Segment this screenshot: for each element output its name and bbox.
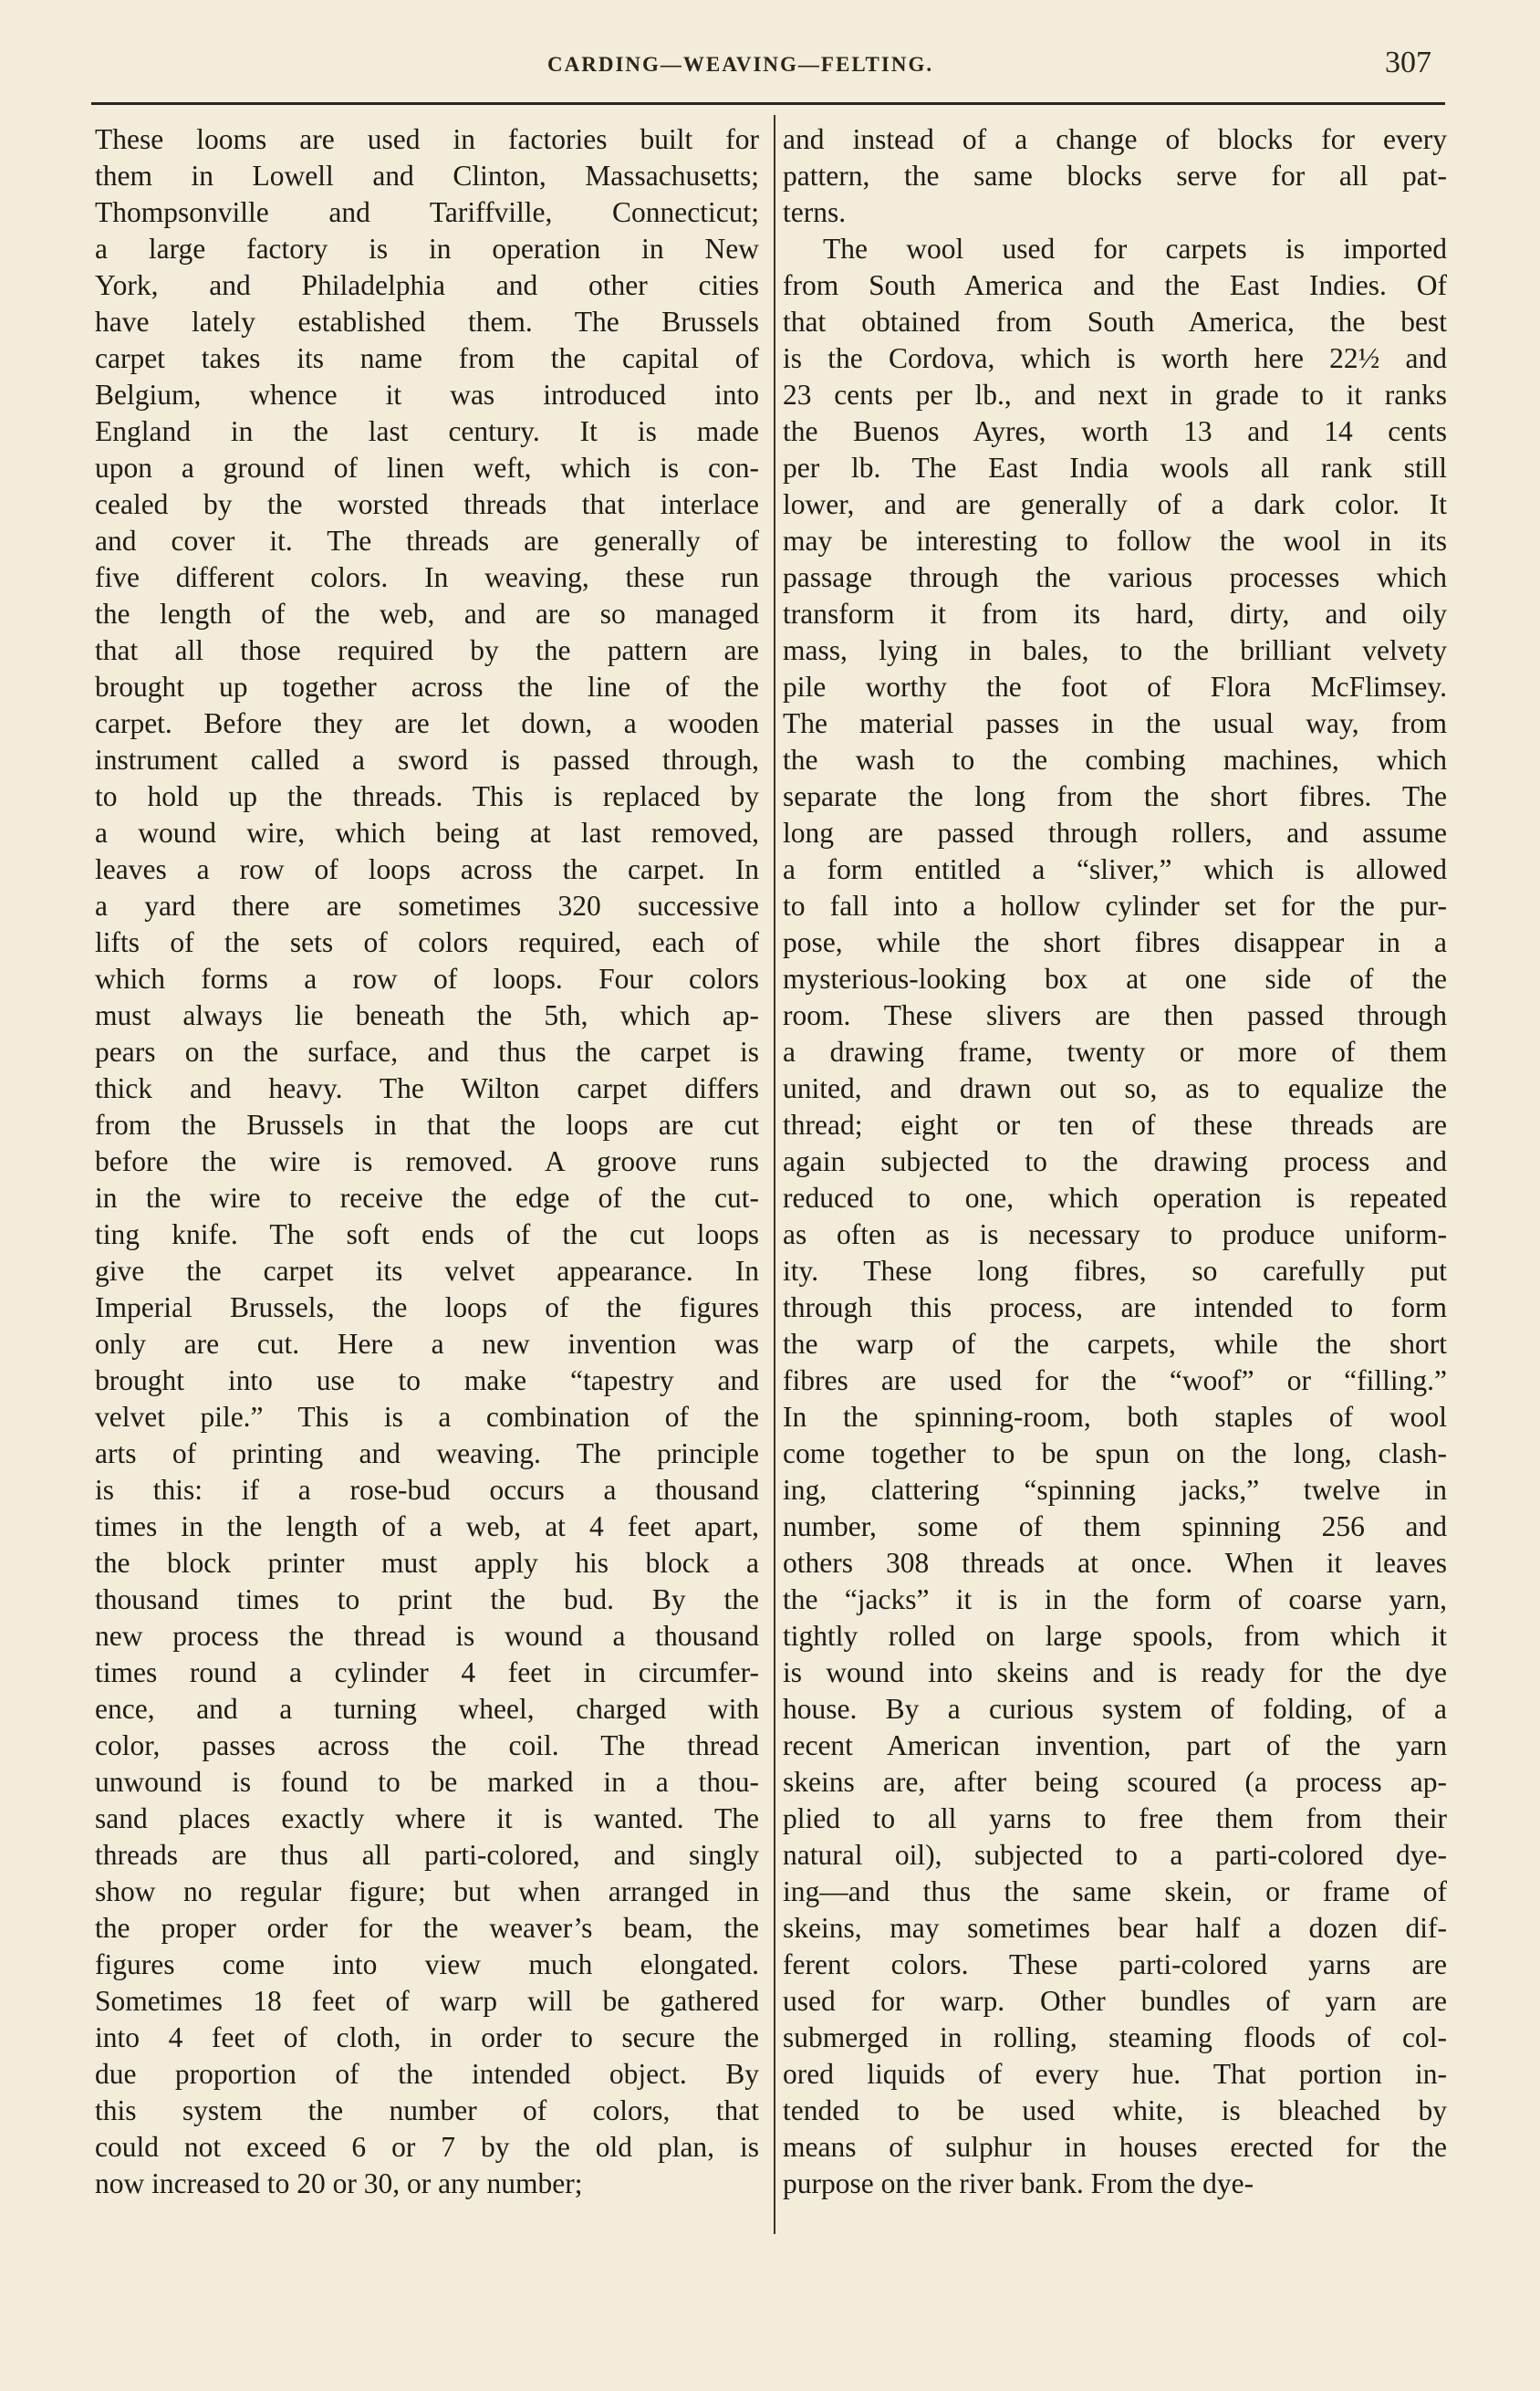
text-line: is this: if a rose-bud occurs a thousand xyxy=(95,1474,759,1506)
text-line: Belgium, whence it was introduced into xyxy=(95,379,759,411)
text-line: Thompsonville and Tariffville, Connecticut; xyxy=(95,196,759,228)
text-line: the length of the web, and are so managed xyxy=(95,598,759,630)
text-line: from the Brussels in that the loops are cut xyxy=(95,1109,759,1141)
text-line: reduced to one, which operation is repeated xyxy=(783,1182,1447,1214)
text-line: sand places exactly where it is wanted. The xyxy=(95,1802,759,1834)
text-line: could not exceed 6 or 7 by the old plan, is xyxy=(95,2131,759,2163)
text-line: pose, while the short fibres disappear in a xyxy=(783,926,1447,958)
text-line: them in Lowell and Clinton, Massachusetts; xyxy=(95,160,759,192)
text-line: a wound wire, which being at last removed, xyxy=(95,817,759,849)
page-number: 307 xyxy=(1385,46,1431,79)
text-line: plied to all yarns to free them from their xyxy=(783,1802,1447,1834)
text-line: arts of printing and weaving. The principle xyxy=(95,1437,759,1469)
text-line: pears on the surface, and thus the carpet is xyxy=(95,1036,759,1068)
text-line: and instead of a change of blocks for every xyxy=(783,123,1447,155)
text-line: instrument called a sword is passed through, xyxy=(95,744,759,776)
text-line: terns. xyxy=(783,196,847,228)
text-line: per lb. The East India wools all rank still xyxy=(783,452,1447,484)
text-line: the warp of the carpets, while the short xyxy=(783,1328,1447,1360)
text-line: to hold up the threads. This is replaced by xyxy=(95,780,759,812)
text-line: lower, and are generally of a dark color. It xyxy=(783,488,1447,520)
text-line: to fall into a hollow cylinder set for the pur- xyxy=(783,890,1447,922)
text-line: times in the length of a web, at 4 feet apart, xyxy=(95,1510,759,1542)
text-line: pattern, the same blocks serve for all pat- xyxy=(783,160,1447,192)
header-rule xyxy=(91,102,1445,105)
text-column-left xyxy=(95,121,759,2202)
text-line: thread; eight or ten of these threads are xyxy=(783,1109,1447,1141)
text-line: 23 cents per lb., and next in grade to it ranks xyxy=(783,379,1447,411)
text-line: give the carpet its velvet appearance. In xyxy=(95,1255,759,1287)
text-line: ored liquids of every hue. That portion in- xyxy=(783,2058,1447,2090)
text-line: the wash to the combing machines, which xyxy=(783,744,1447,776)
text-line: ferent colors. These parti-colored yarns are xyxy=(783,1948,1447,1980)
text-line: recent American invention, part of the yarn xyxy=(783,1729,1447,1761)
text-line: unwound is found to be marked in a thou- xyxy=(95,1766,759,1798)
text-column-right xyxy=(783,121,1447,2202)
text-line: leaves a row of loops across the carpet. In xyxy=(95,853,759,885)
text-line: this system the number of colors, that xyxy=(95,2094,759,2126)
text-line: fibres are used for the “woof” or “filling.” xyxy=(783,1364,1447,1396)
text-line: color, passes across the coil. The thread xyxy=(95,1729,759,1761)
text-line: used for warp. Other bundles of yarn are xyxy=(783,1985,1447,2017)
text-line: only are cut. Here a new invention was xyxy=(95,1328,759,1360)
text-line: tended to be used white, is bleached by xyxy=(783,2094,1447,2126)
text-line: transform it from its hard, dirty, and oily xyxy=(783,598,1447,630)
text-line: a form entitled a “sliver,” which is allowed xyxy=(783,853,1447,885)
text-line: means of sulphur in houses erected for the xyxy=(783,2131,1447,2163)
text-line: carpet takes its name from the capital of xyxy=(95,342,759,374)
text-line: ing, clattering “spinning jacks,” twelve in xyxy=(783,1474,1447,1506)
text-line: is the Cordova, which is worth here 22½ and xyxy=(783,342,1447,374)
text-line: that all those required by the pattern are xyxy=(95,634,759,666)
text-line: as often as is necessary to produce uniform- xyxy=(783,1218,1447,1250)
text-line: now increased to 20 or 30, or any number; xyxy=(95,2167,583,2199)
text-line: the block printer must apply his block a xyxy=(95,1547,759,1579)
text-line: due proportion of the intended object. By xyxy=(95,2058,759,2090)
text-line: In the spinning-room, both staples of wool xyxy=(783,1401,1447,1433)
text-line: ting knife. The soft ends of the cut loops xyxy=(95,1218,759,1250)
running-title: CARDING—WEAVING—FELTING. xyxy=(547,53,934,76)
text-line: and cover it. The threads are generally of xyxy=(95,525,759,557)
text-line: skeins are, after being scoured (a process ap- xyxy=(783,1766,1447,1798)
text-line: These looms are used in factories built for xyxy=(95,123,759,155)
text-line: the Buenos Ayres, worth 13 and 14 cents xyxy=(783,415,1447,447)
text-line: natural oil), subjected to a parti-colored dye- xyxy=(783,1839,1447,1871)
text-line: which forms a row of loops. Four colors xyxy=(95,963,759,995)
text-line: The wool used for carpets is imported xyxy=(823,233,1447,265)
text-line: house. By a curious system of folding, of a xyxy=(783,1693,1447,1725)
text-line: again subjected to the drawing process and xyxy=(783,1145,1447,1177)
text-line: pile worthy the foot of Flora McFlimsey. xyxy=(783,671,1447,703)
text-line: ing—and thus the same skein, or frame of xyxy=(783,1875,1447,1907)
text-line: velvet pile.” This is a combination of the xyxy=(95,1401,759,1433)
text-line: long are passed through rollers, and assume xyxy=(783,817,1447,849)
text-line: new process the thread is wound a thousand xyxy=(95,1620,759,1652)
text-line: from South America and the East Indies. Of xyxy=(783,269,1447,301)
text-line: skeins, may sometimes bear half a dozen dif- xyxy=(783,1912,1447,1944)
text-line: is wound into skeins and is ready for the dye xyxy=(783,1656,1447,1688)
text-line: purpose on the river bank. From the dye- xyxy=(783,2167,1254,2199)
text-line: united, and drawn out so, as to equalize the xyxy=(783,1072,1447,1104)
text-line: the “jacks” it is in the form of coarse yarn, xyxy=(783,1583,1447,1615)
column-divider xyxy=(774,115,775,2234)
text-line: upon a ground of linen weft, which is con- xyxy=(95,452,759,484)
text-line: brought up together across the line of the xyxy=(95,671,759,703)
text-line: must always lie beneath the 5th, which ap- xyxy=(95,999,759,1031)
text-line: cealed by the worsted threads that interlace xyxy=(95,488,759,520)
text-line: threads are thus all parti-colored, and singly xyxy=(95,1839,759,1871)
text-line: room. These slivers are then passed through xyxy=(783,999,1447,1031)
text-line: before the wire is removed. A groove runs xyxy=(95,1145,759,1177)
text-line: number, some of them spinning 256 and xyxy=(783,1510,1447,1542)
text-line: in the wire to receive the edge of the cut- xyxy=(95,1182,759,1214)
text-line: carpet. Before they are let down, a wooden xyxy=(95,707,759,739)
text-line: England in the last century. It is made xyxy=(95,415,759,447)
text-line: through this process, are intended to form xyxy=(783,1291,1447,1323)
text-line: submerged in rolling, steaming floods of col- xyxy=(783,2021,1447,2053)
text-line: figures come into view much elongated. xyxy=(95,1948,759,1980)
text-line: lifts of the sets of colors required, each of xyxy=(95,926,759,958)
text-line: into 4 feet of cloth, in order to secure the xyxy=(95,2021,759,2053)
text-line: The material passes in the usual way, from xyxy=(783,707,1447,739)
text-line: come together to be spun on the long, clash- xyxy=(783,1437,1447,1469)
text-line: separate the long from the short fibres. The xyxy=(783,780,1447,812)
text-line: ity. These long fibres, so carefully put xyxy=(783,1255,1447,1287)
text-line: mysterious-looking box at one side of the xyxy=(783,963,1447,995)
text-line: show no regular figure; but when arranged in xyxy=(95,1875,759,1907)
text-line: others 308 threads at once. When it leaves xyxy=(783,1547,1447,1579)
text-line: the proper order for the weaver’s beam, the xyxy=(95,1912,759,1944)
text-line: have lately established them. The Brussels xyxy=(95,306,759,338)
text-line: a drawing frame, twenty or more of them xyxy=(783,1036,1447,1068)
text-line: ence, and a turning wheel, charged with xyxy=(95,1693,759,1725)
text-line: may be interesting to follow the wool in its xyxy=(783,525,1447,557)
text-line: brought into use to make “tapestry and xyxy=(95,1364,759,1396)
text-line: Imperial Brussels, the loops of the figures xyxy=(95,1291,759,1323)
text-line: tightly rolled on large spools, from which it xyxy=(783,1620,1447,1652)
text-line: mass, lying in bales, to the brilliant velvety xyxy=(783,634,1447,666)
text-line: York, and Philadelphia and other cities xyxy=(95,269,759,301)
text-line: Sometimes 18 feet of warp will be gathered xyxy=(95,1985,759,2017)
text-line: that obtained from South America, the best xyxy=(783,306,1447,338)
text-line: a large factory is in operation in New xyxy=(95,233,759,265)
text-line: thousand times to print the bud. By the xyxy=(95,1583,759,1615)
text-line: thick and heavy. The Wilton carpet differs xyxy=(95,1072,759,1104)
text-line: times round a cylinder 4 feet in circumfer- xyxy=(95,1656,759,1688)
text-line: a yard there are sometimes 320 successive xyxy=(95,890,759,922)
text-line: five different colors. In weaving, these run xyxy=(95,561,759,593)
text-line: passage through the various processes which xyxy=(783,561,1447,593)
